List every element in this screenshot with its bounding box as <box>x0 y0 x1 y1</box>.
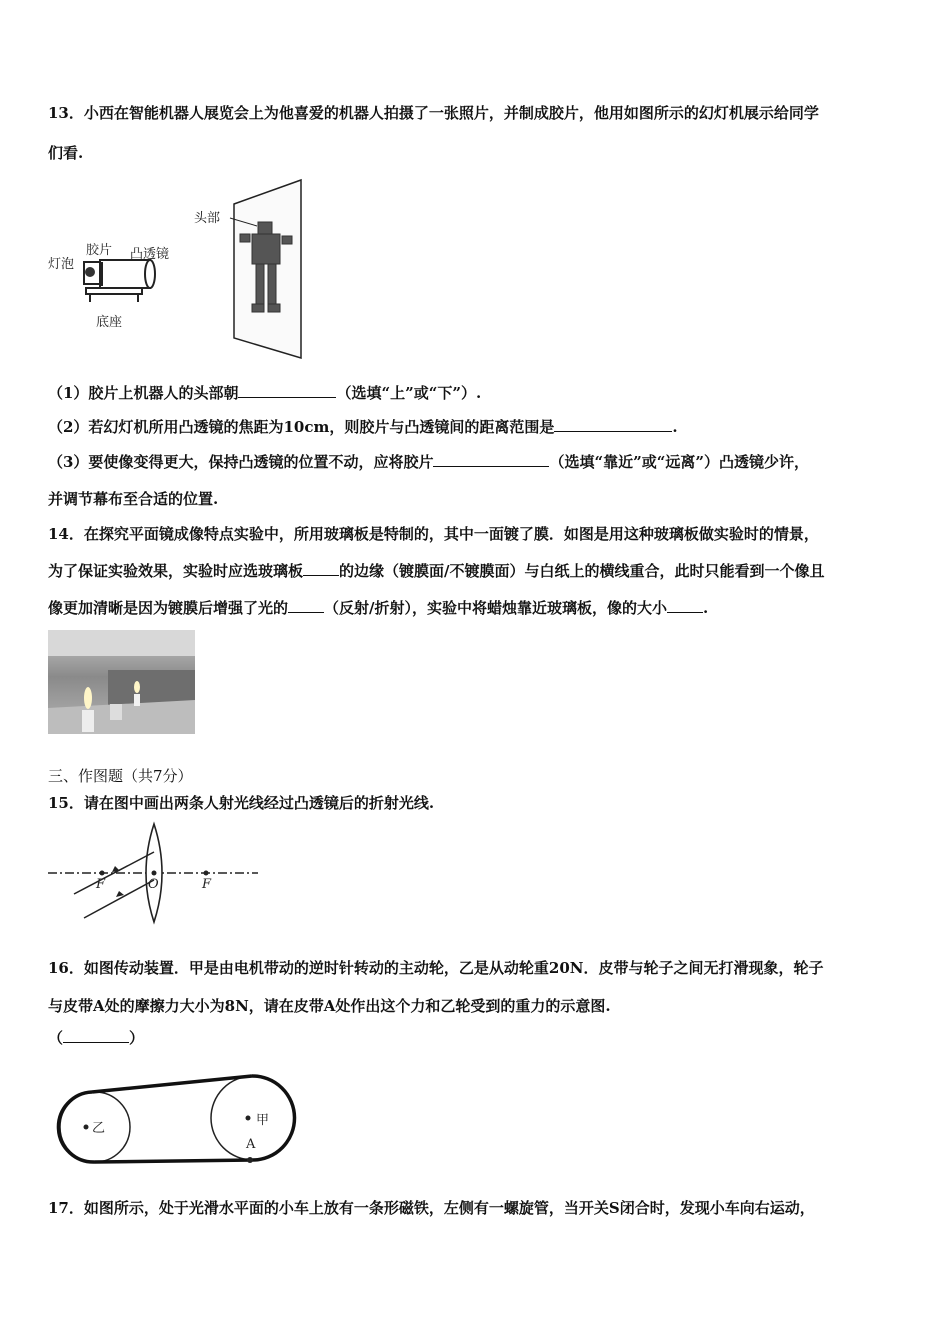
point-a <box>247 1157 253 1163</box>
bulb <box>85 267 95 277</box>
q14-candle-photo <box>48 630 195 734</box>
q14-blank1[interactable] <box>303 561 339 576</box>
focus-left <box>100 871 105 876</box>
q16-answer-close: ） <box>129 1029 145 1047</box>
belt-bottom <box>95 1160 253 1162</box>
label-lens: 凸透镜 <box>130 247 170 262</box>
q13-sub3 <box>48 451 809 472</box>
q14-line3-text-b: （反射/折射），实验中将蜡烛靠近玻璃板，像的大小 <box>324 599 667 617</box>
q16-belt-figure <box>50 1066 310 1166</box>
q13-sub2 <box>48 416 678 437</box>
label-o: O <box>148 877 159 892</box>
flame-image <box>134 681 140 693</box>
optical-center <box>152 871 157 876</box>
q13-sub3-blank[interactable] <box>433 452 549 467</box>
label-film: 胶片 <box>86 243 113 258</box>
lens-tube <box>100 260 150 288</box>
center-jia <box>246 1116 251 1121</box>
q13-sub1-blank[interactable] <box>238 383 336 398</box>
candle-near <box>82 710 94 732</box>
q14-line2-text-a: 为了保证实验效果，实验时应选玻璃板 <box>48 562 304 580</box>
q16-answer-blank[interactable] <box>63 1028 129 1043</box>
label-bulb: 灯泡 <box>48 257 75 272</box>
q13-sub1 <box>48 382 481 403</box>
convex-lens <box>145 260 155 288</box>
q13-sub3-text-b: （选填“靠近”或“远离”）凸透镜少许， <box>549 453 809 471</box>
q15-stem: 15．请在图中画出两条人射光线经过凸透镜后的折射光线. <box>48 794 435 812</box>
label-jia: 甲 <box>256 1113 270 1128</box>
ray-lower <box>84 880 154 918</box>
label-yi: 乙 <box>92 1121 106 1136</box>
projector-base <box>86 288 142 294</box>
q14-blank2[interactable] <box>288 598 324 613</box>
q13-sub2-text-a: （2）若幻灯机所用凸透镜的焦距为10cm，则胶片与凸透镜间的距离范围是 <box>48 418 555 436</box>
q13-projector-figure <box>44 178 309 360</box>
q14-line2-text-b: 的边缘（镀膜面/不镀膜面）与白纸上的横线重合，此时只能看到一个像且 <box>339 562 825 580</box>
candle-image <box>134 694 140 706</box>
label-f-left: F <box>96 877 106 892</box>
label-head: 头部 <box>194 211 221 226</box>
q16-line2: 与皮带A处的摩擦力大小为8N，请在皮带A处作出这个力和乙轮受到的重力的示意图. <box>48 997 611 1015</box>
q14-line3-text-c: . <box>703 599 709 617</box>
label-base: 底座 <box>96 315 123 330</box>
q16-line1: 16．如图传动装置．甲是由电机带动的逆时针转动的主动轮，乙是从动轮重20N．皮带与轮子之间无打滑现象，轮子 <box>48 959 824 977</box>
q17-line1: 17．如图所示，处于光滑水平面的小车上放有一条形磁铁，左侧有一螺旋管，当开关S闭合时，发现小车向右运动， <box>48 1199 815 1217</box>
q13-sub1-text-a: （1）胶片上机器人的头部朝 <box>48 384 239 402</box>
q13-sub3-text-a: （3）要使像变得更大，保持凸透镜的位置不动，应将胶片 <box>48 453 434 471</box>
q13-sub2-blank[interactable] <box>554 417 672 432</box>
q13-stem-line1: 13．小西在智能机器人展览会上为他喜爱的机器人拍摄了一张照片，并制成胶片，他用如图所示的幻灯机展示给同学 <box>48 104 819 122</box>
q14-blank3[interactable] <box>667 598 703 613</box>
label-a: A <box>246 1137 256 1152</box>
q14-line3-text-a: 像更加清晰是因为镀膜后增强了光的 <box>48 599 289 617</box>
flame-near <box>84 687 92 709</box>
q13-sub3-line2: 并调节幕布至合适的位置. <box>48 490 219 508</box>
q14-line2 <box>48 560 825 581</box>
q13-sub2-text-b: . <box>672 418 678 436</box>
q14-line1: 14．在探究平面镜成像特点实验中，所用玻璃板是特制的，其中一面镀了膜．如图是用这种玻璃板做实验时的情景， <box>48 525 819 543</box>
q14-line3 <box>48 597 708 618</box>
focus-right <box>204 871 209 876</box>
label-f-right: F <box>202 877 212 892</box>
q15-lens-figure <box>44 818 266 926</box>
q13-sub1-text-b: （选填“上”或“下”）. <box>336 384 482 402</box>
section3-title: 三、作图题（共7分） <box>48 767 193 785</box>
center-yi <box>84 1125 89 1130</box>
q13-stem-line2: 们看. <box>48 144 84 162</box>
q16-answer-open: （ <box>48 1029 64 1047</box>
q16-answer <box>48 1027 144 1048</box>
